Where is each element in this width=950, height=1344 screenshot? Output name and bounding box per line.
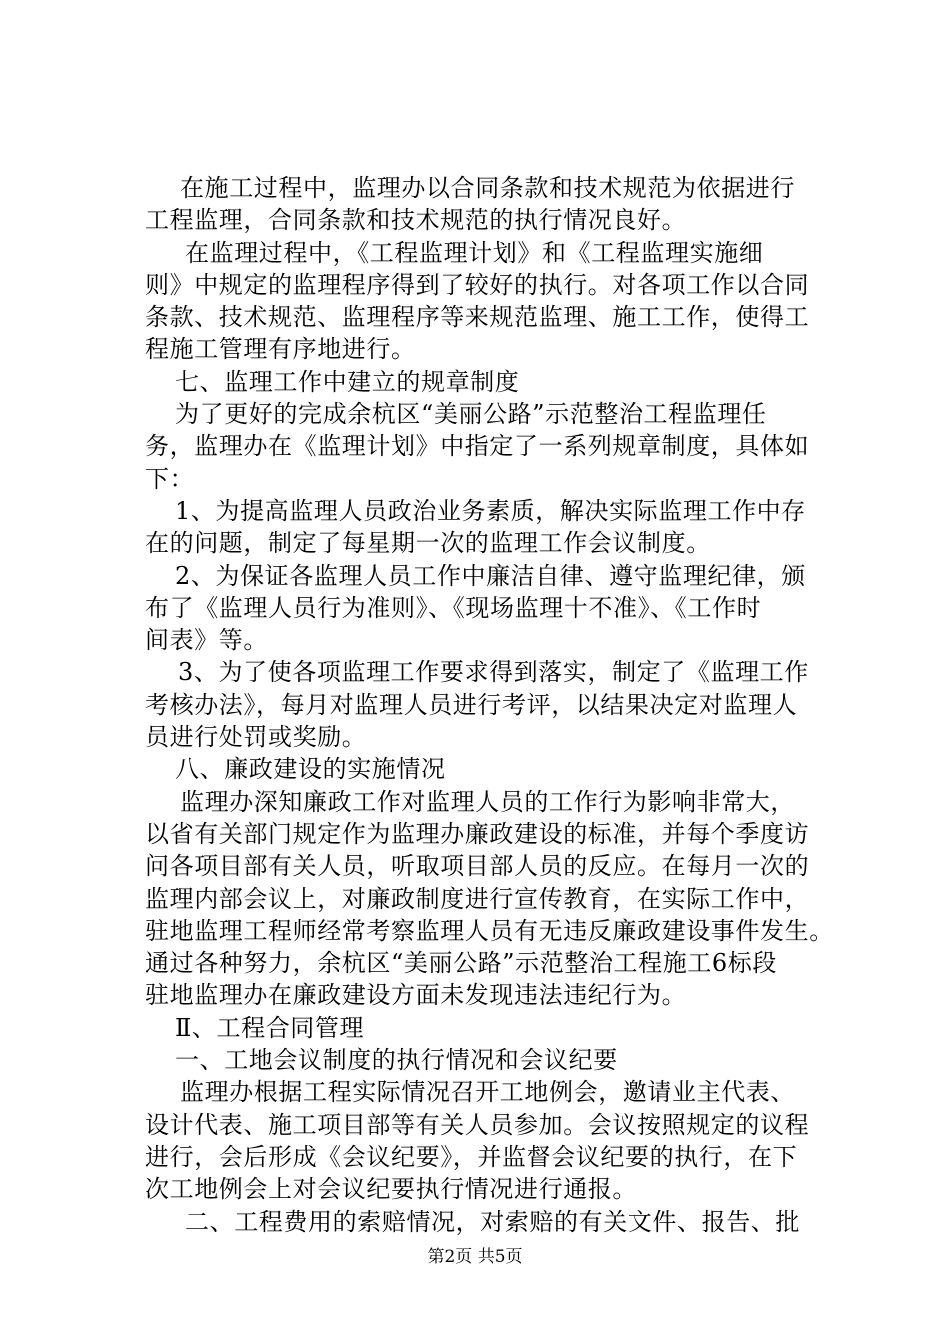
text-line: 务，监理办在《监理计划》中指定了一系列规章制度，具体如 xyxy=(145,432,810,461)
text-line: 监理办根据工程实际情况召开工地例会，邀请业主代表、 xyxy=(180,1078,795,1107)
text-line: 则》中规定的监理程序得到了较好的执行。对各项工作以合同 xyxy=(145,270,810,299)
text-line: 为了更好的完成余杭区“美丽公路”示范整治工程监理任 xyxy=(175,400,767,429)
text-line: 驻地监理办在廉政建设方面未发现违法违纪行为。 xyxy=(145,981,687,1010)
text-line: 监理办深知廉政工作对监理人员的工作行为影响非常大， xyxy=(180,787,795,816)
text-line: 布了《监理人员行为准则》、《现场监理十不准》、《工作时 xyxy=(145,593,762,622)
page-number-footer: 第2页 共5页 xyxy=(427,1247,523,1267)
text-line: 问各项目部有关人员，听取项目部人员的反应。在每月一次的 xyxy=(145,852,810,881)
text-line: 在施工过程中，监理办以合同条款和技术规范为依据进行 xyxy=(180,174,795,202)
text-line: 1、为提高监理人员政治业务素质，解决实际监理工作中存 xyxy=(175,496,806,525)
text-line: 2、为保证各监理人员工作中廉洁自律、遵守监理纪律，颁 xyxy=(175,561,806,590)
text-line: 次工地例会上对会议纪要执行情况进行通报。 xyxy=(145,1175,637,1204)
text-line: 监理内部会议上，对廉政制度进行宣传教育，在实际工作中， xyxy=(145,884,810,913)
text-line: 一、工地会议制度的执行情况和会议纪要 xyxy=(175,1046,618,1075)
text-line: 通过各种努力，余杭区“美丽公路”示范整治工程施工6标段 xyxy=(145,949,778,978)
text-line: 驻地监理工程师经常考察监理人员有无违反廉政建设事件发生。 xyxy=(145,916,834,945)
text-line: 程施工管理有序地进行。 xyxy=(145,335,416,364)
text-line: 条款、技术规范、监理程序等来规范监理、施工工作，使得工 xyxy=(145,303,810,332)
text-line: 七、监理工作中建立的规章制度 xyxy=(175,367,520,396)
text-line: 工程监理，合同条款和技术规范的执行情况良好。 xyxy=(145,206,687,235)
text-line: 进行，会后形成《会议纪要》，并监督会议纪要的执行，在下 xyxy=(145,1142,798,1171)
text-line: 设计代表、施工项目部等有关人员参加。会议按照规定的议程 xyxy=(145,1110,810,1139)
text-line: 3、为了使各项监理工作要求得到落实，制定了《监理工作 xyxy=(178,658,809,687)
text-line: 下： xyxy=(145,464,195,493)
text-line: 八、廉政建设的实施情况 xyxy=(175,755,446,784)
text-line: 考核办法》，每月对监理人员进行考评，以结果决定对监理人 xyxy=(145,690,798,719)
document-body xyxy=(145,172,845,1238)
text-line: 在监理过程中，《工程监理计划》和《工程监理实施细 xyxy=(185,238,764,267)
text-line: 间表》等。 xyxy=(145,626,268,655)
text-line: 二、工程费用的索赔情况，对索赔的有关文件、报告、批 xyxy=(185,1207,800,1236)
text-line: 以省有关部门规定作为监理办廉政建设的标准，并每个季度访 xyxy=(145,819,810,848)
text-line: 员进行处罚或奖励。 xyxy=(145,723,367,752)
text-line: Ⅱ、工程合同管理 xyxy=(175,1013,365,1042)
text-line: 在的问题，制定了每星期一次的监理工作会议制度。 xyxy=(145,529,711,558)
